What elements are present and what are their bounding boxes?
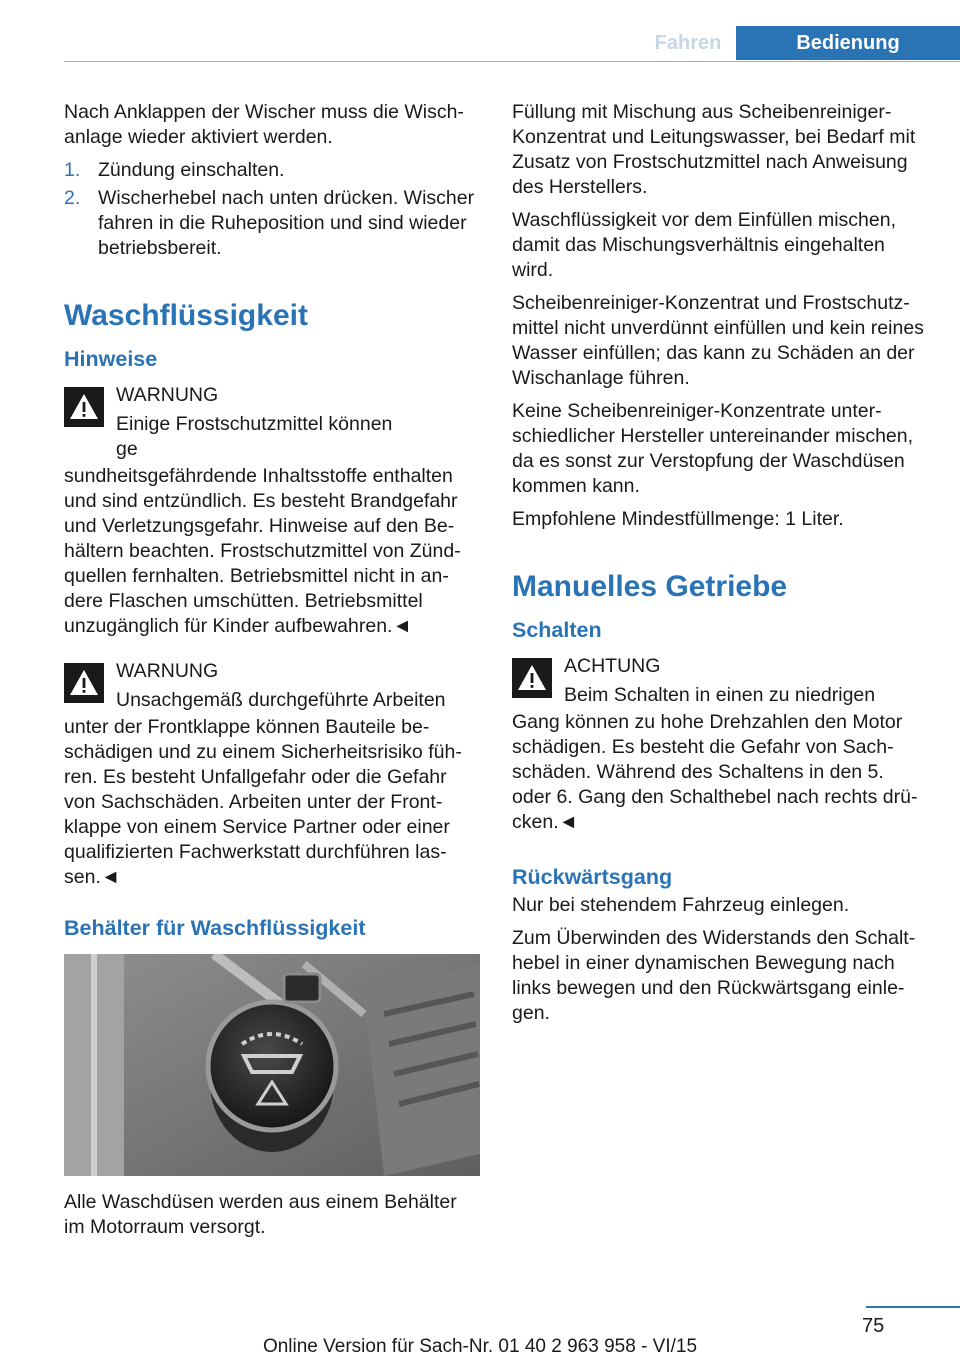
step-text: Wischerhebel nach unten drücken. Wischer fahren in die Ruheposition und sind wieder betriebsbereit. <box>98 187 475 259</box>
paragraph: Nur bei stehendem Fahrzeug einlegen. <box>512 894 850 916</box>
warning-body: sundheitsgefährdende Inhaltsstoffe enthalten und sind entzündlich. Es besteht Brandgefahr und Verletzungsgefahr. Hinweise auf den Behältern beachten. Frostschutzmittel von Zündquellen fernhalten. Betriebsmittel nicht in andere Flaschen umschütten. Betriebsmittel unzugänglich für Kinder aufbewahren.◄ <box>64 465 461 637</box>
tab-bedienung[interactable]: Bedienung <box>736 26 960 60</box>
intro-paragraph: Nach Anklappen der Wischer muss die Wischanlage wieder aktiviert werden. <box>64 101 464 148</box>
warning-title: WARNUNG <box>116 384 219 406</box>
paragraph: Scheibenreiniger-Konzentrat und Frostschutzmittel nicht unverdünnt einfüllen und kein reines Wasser einfüllen; das kann zu Schäden an der Wischanlage führen. <box>512 292 924 389</box>
section-title-manuelles-getriebe: Manuelles Getriebe <box>512 570 788 603</box>
right-column <box>512 100 928 1034</box>
subsection-title-rueckwaertsgang: Rückwärtsgang <box>512 865 673 889</box>
warning-body: unter der Frontklappe können Bauteile beschädigen und zu einem Sicherheitsrisiko führen. Es besteht Unfallgefahr oder die Gefahr von Sachschäden. Arbeiten unter der Frontklappe von einem Service Partner oder einer qualifizierten Fachwerkstatt durchführen lassen.◄ <box>64 716 462 888</box>
left-column <box>64 100 480 1248</box>
caution-header <box>512 650 928 708</box>
warning-first-line: Einige Frostschutzmittel können ge <box>116 413 393 460</box>
footer-divider <box>866 1306 960 1308</box>
steps-list <box>64 158 480 261</box>
paragraph: Empfohlene Mindestfüllmenge: 1 Liter. <box>512 508 844 530</box>
warning-icon <box>512 658 552 698</box>
tab-fahren[interactable]: Fahren <box>640 26 736 60</box>
list-item <box>64 186 480 261</box>
list-item <box>64 158 480 183</box>
warning-title: WARNUNG <box>116 660 219 682</box>
warning-header <box>64 655 480 713</box>
warning-icon <box>64 387 104 427</box>
paragraph: Waschflüssigkeit vor dem Einfüllen mischen, damit das Mischungsverhältnis eingehalten wird. <box>512 209 897 281</box>
step-text: Zündung einschalten. <box>98 159 285 181</box>
warning-icon <box>64 663 104 703</box>
header-tabs <box>640 26 960 60</box>
step-number: 1. <box>64 159 81 181</box>
footer-version-text: Online Version für Sach-Nr. 01 40 2 963 958 - VI/15 <box>262 1336 698 1357</box>
paragraph: Zum Überwinden des Widerstands den Schalthebel in einer dynamischen Bewegung nach links bewegen und den Rückwärtsgang einlegen. <box>512 927 916 1024</box>
image-caption: Alle Waschdüsen werden aus einem Behälter im Motorraum versorgt. <box>64 1191 457 1238</box>
subsection-title-hinweise: Hinweise <box>64 347 158 371</box>
step-number: 2. <box>64 187 81 209</box>
warning-header <box>64 379 480 462</box>
washer-reservoir-cap-image <box>64 954 480 1176</box>
caution-title: ACHTUNG <box>564 655 661 677</box>
subsection-title-schalten: Schalten <box>512 618 602 642</box>
header-divider <box>64 61 960 62</box>
paragraph: Füllung mit Mischung aus Scheibenreiniger-Konzentrat und Leitungswasser, bei Bedarf mit Zusatz von Frostschutzmittel nach Anweisung des Herstellers. <box>512 101 916 198</box>
paragraph: Keine Scheibenreiniger-Konzentrate unterschiedlicher Hersteller untereinander mischen, da es sonst zur Verstopfung der Waschdüsen kommen kann. <box>512 400 914 497</box>
caution-first-line: Beim Schalten in einen zu niedrigen <box>564 684 876 706</box>
subsection-title-behaelter: Behälter für Waschflüssigkeit <box>64 916 366 940</box>
section-title-waschfluessigkeit: Waschflüssigkeit <box>64 299 308 332</box>
page-number: 75 <box>862 1315 885 1337</box>
warning-first-line: Unsachgemäß durchgeführte Arbeiten <box>116 689 446 711</box>
caution-body: Gang können zu hohe Drehzahlen den Motor schädigen. Es besteht die Gefahr von Sachschäden. Während des Schaltens in den 5. oder 6. Gang den Schalthebel nach rechts drücken.◄ <box>512 711 918 833</box>
